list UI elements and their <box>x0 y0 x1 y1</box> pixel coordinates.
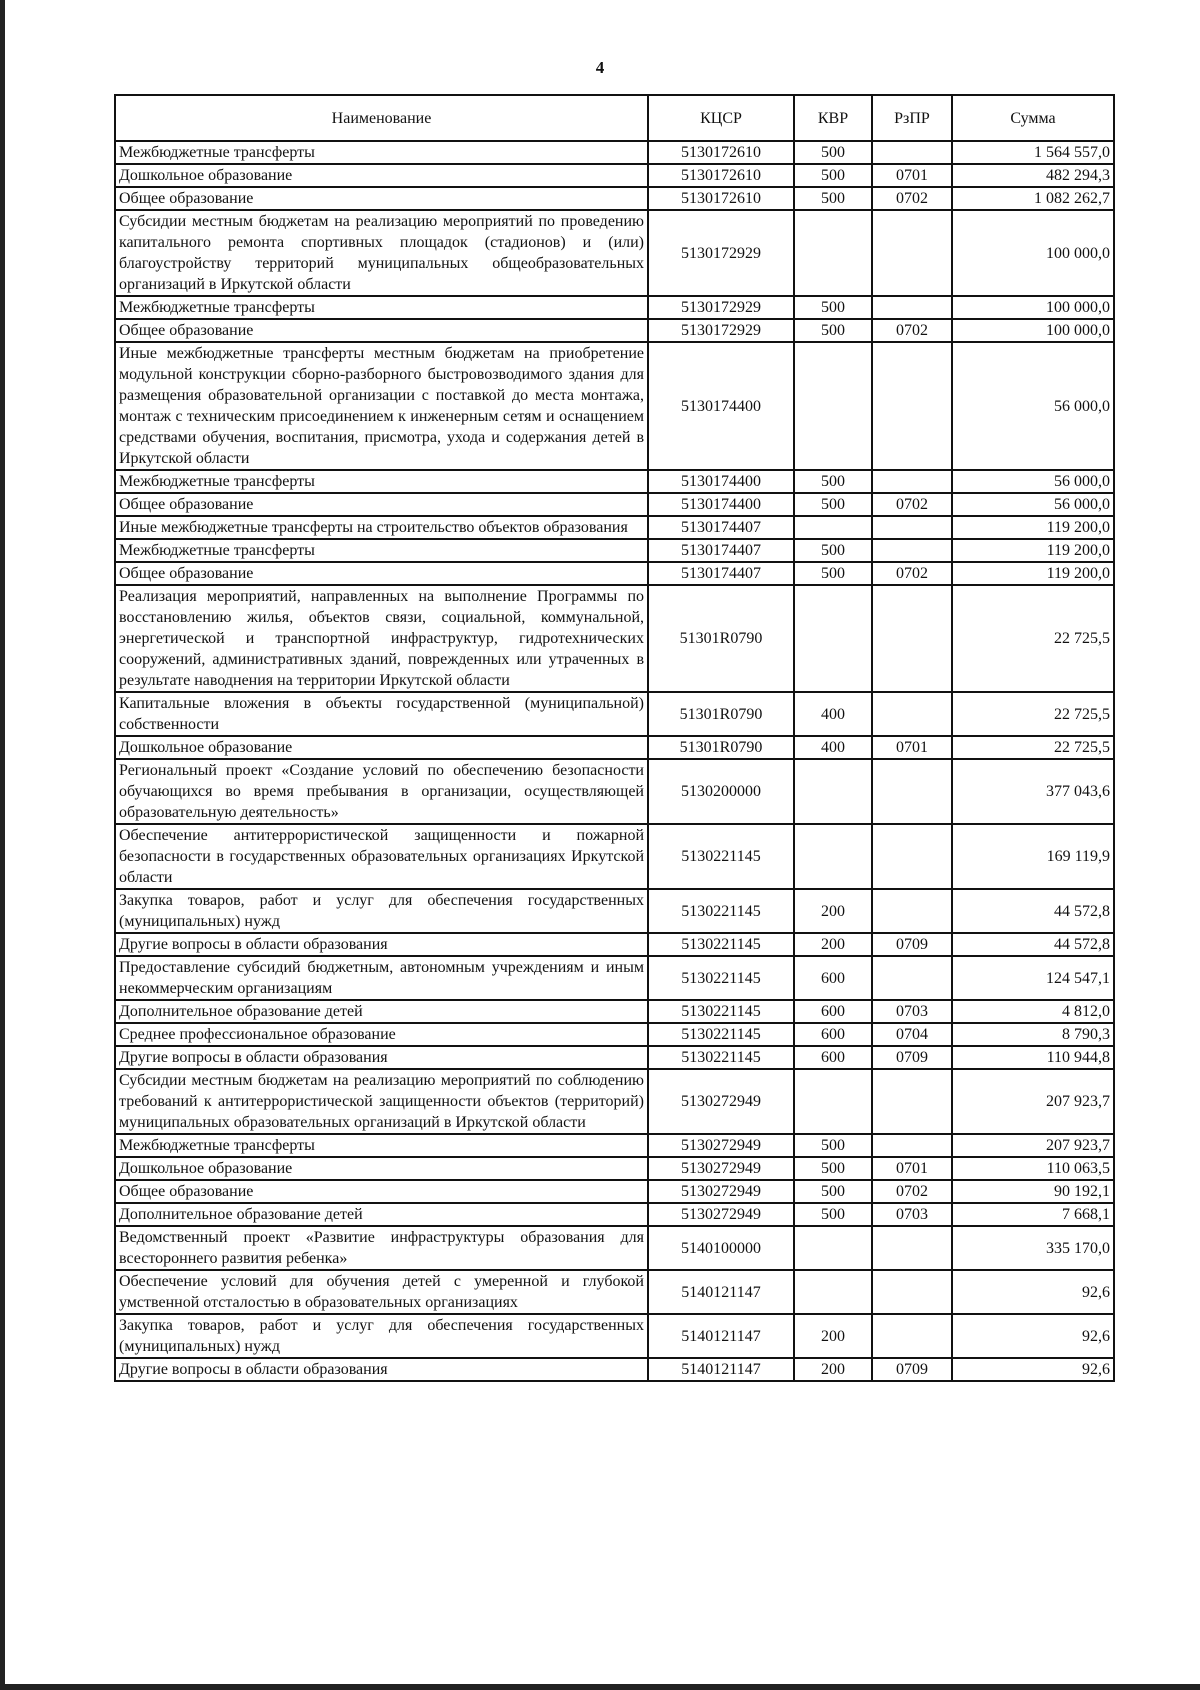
row-kvr: 200 <box>794 889 872 933</box>
row-kcsr: 5130200000 <box>648 759 794 824</box>
row-kcsr: 5130221145 <box>648 824 794 889</box>
row-kcsr: 5140100000 <box>648 1226 794 1270</box>
row-rzpr: 0709 <box>872 1046 952 1069</box>
table-body <box>115 141 1114 1381</box>
row-kvr: 400 <box>794 736 872 759</box>
table-row <box>115 736 1114 759</box>
row-name: Дошкольное образование <box>115 736 648 759</box>
table-row <box>115 585 1114 692</box>
row-name: Среднее профессиональное образование <box>115 1023 648 1046</box>
row-kvr: 500 <box>794 141 872 164</box>
row-rzpr: 0701 <box>872 1157 952 1180</box>
row-sum: 119 200,0 <box>952 539 1114 562</box>
row-name: Другие вопросы в области образования <box>115 933 648 956</box>
row-rzpr: 0703 <box>872 1203 952 1226</box>
table-row <box>115 956 1114 1000</box>
table-row <box>115 1023 1114 1046</box>
row-kcsr: 5140121147 <box>648 1358 794 1381</box>
row-kvr: 500 <box>794 470 872 493</box>
row-rzpr <box>872 824 952 889</box>
row-name: Капитальные вложения в объекты государственной (муниципальной) собственности <box>115 692 648 736</box>
row-kvr: 200 <box>794 1358 872 1381</box>
row-sum: 1 564 557,0 <box>952 141 1114 164</box>
row-kcsr: 5130221145 <box>648 933 794 956</box>
row-rzpr: 0709 <box>872 1358 952 1381</box>
row-rzpr: 0703 <box>872 1000 952 1023</box>
table-row <box>115 1314 1114 1358</box>
table-row <box>115 1046 1114 1069</box>
row-name: Другие вопросы в области образования <box>115 1046 648 1069</box>
row-kcsr: 5140121147 <box>648 1314 794 1358</box>
row-name: Иные межбюджетные трансферты местным бюджетам на приобретение модульной конструкции сборно-разборного быстровозводимого здания для размещения образовательной организации с поставкой до места монтажа, монтаж с техническим присоединением к инженерным сетям и оснащением средствами обучения, воспитания, присмотра, ухода и содержания детей в Иркутской области <box>115 342 648 470</box>
row-kcsr: 5130272949 <box>648 1134 794 1157</box>
row-kvr <box>794 1270 872 1314</box>
table-row <box>115 1157 1114 1180</box>
table-row <box>115 1069 1114 1134</box>
row-sum: 119 200,0 <box>952 562 1114 585</box>
row-sum: 7 668,1 <box>952 1203 1114 1226</box>
row-name: Дошкольное образование <box>115 164 648 187</box>
row-kcsr: 5130272949 <box>648 1157 794 1180</box>
row-rzpr: 0702 <box>872 493 952 516</box>
row-kvr: 500 <box>794 1134 872 1157</box>
row-name: Общее образование <box>115 562 648 585</box>
row-rzpr <box>872 539 952 562</box>
row-rzpr <box>872 956 952 1000</box>
page-number: 4 <box>595 58 605 77</box>
table-row <box>115 692 1114 736</box>
row-kcsr: 5130174400 <box>648 342 794 470</box>
row-kvr: 600 <box>794 1023 872 1046</box>
row-rzpr <box>872 516 952 539</box>
row-kvr: 500 <box>794 1180 872 1203</box>
table-row <box>115 824 1114 889</box>
table-row <box>115 759 1114 824</box>
table-row <box>115 470 1114 493</box>
row-kcsr: 5130172929 <box>648 319 794 342</box>
row-sum: 207 923,7 <box>952 1069 1114 1134</box>
table-row <box>115 539 1114 562</box>
row-kcsr: 5130172610 <box>648 141 794 164</box>
row-sum: 4 812,0 <box>952 1000 1114 1023</box>
row-sum: 1 082 262,7 <box>952 187 1114 210</box>
header-rzpr: РзПР <box>872 95 952 141</box>
row-rzpr: 0702 <box>872 187 952 210</box>
row-name: Иные межбюджетные трансферты на строительство объектов образования <box>115 516 648 539</box>
table-row <box>115 1000 1114 1023</box>
row-name: Дополнительное образование детей <box>115 1203 648 1226</box>
row-name: Субсидии местным бюджетам на реализацию мероприятий по проведению капитального ремонта спортивных площадок (стадионов) и (или) благоустройству территорий муниципальных общеобразовательных организаций в Иркутской области <box>115 210 648 296</box>
row-name: Ведомственный проект «Развитие инфраструктуры образования для всестороннего развития ребенка» <box>115 1226 648 1270</box>
row-rzpr <box>872 296 952 319</box>
row-kcsr: 5130221145 <box>648 889 794 933</box>
row-name: Другие вопросы в области образования <box>115 1358 648 1381</box>
row-kcsr: 5130272949 <box>648 1180 794 1203</box>
row-kvr <box>794 210 872 296</box>
table-row <box>115 1358 1114 1381</box>
row-name: Межбюджетные трансферты <box>115 470 648 493</box>
row-sum: 90 192,1 <box>952 1180 1114 1203</box>
row-rzpr <box>872 1134 952 1157</box>
row-rzpr: 0702 <box>872 562 952 585</box>
row-kcsr: 5130221145 <box>648 956 794 1000</box>
row-rzpr: 0701 <box>872 736 952 759</box>
table-row <box>115 1180 1114 1203</box>
row-rzpr <box>872 342 952 470</box>
row-sum: 22 725,5 <box>952 692 1114 736</box>
row-sum: 8 790,3 <box>952 1023 1114 1046</box>
row-kvr: 500 <box>794 187 872 210</box>
table-row <box>115 164 1114 187</box>
row-rzpr <box>872 1270 952 1314</box>
row-kcsr: 5130172929 <box>648 296 794 319</box>
row-kcsr: 5130172610 <box>648 164 794 187</box>
row-sum: 110 944,8 <box>952 1046 1114 1069</box>
budget-table <box>114 94 1115 1382</box>
row-sum: 335 170,0 <box>952 1226 1114 1270</box>
row-kvr: 500 <box>794 319 872 342</box>
header-kcsr: КЦСР <box>648 95 794 141</box>
row-sum: 22 725,5 <box>952 736 1114 759</box>
row-rzpr <box>872 759 952 824</box>
row-kvr: 500 <box>794 296 872 319</box>
table-header-row <box>115 95 1114 141</box>
row-sum: 44 572,8 <box>952 889 1114 933</box>
row-kvr <box>794 824 872 889</box>
row-name: Общее образование <box>115 187 648 210</box>
row-sum: 110 063,5 <box>952 1157 1114 1180</box>
row-name: Межбюджетные трансферты <box>115 1134 648 1157</box>
row-sum: 100 000,0 <box>952 296 1114 319</box>
row-kcsr: 5130174400 <box>648 470 794 493</box>
row-name: Общее образование <box>115 493 648 516</box>
row-kvr: 500 <box>794 562 872 585</box>
row-kvr: 400 <box>794 692 872 736</box>
row-sum: 92,6 <box>952 1314 1114 1358</box>
row-sum: 92,6 <box>952 1358 1114 1381</box>
table-row <box>115 1270 1114 1314</box>
row-rzpr <box>872 1314 952 1358</box>
row-rzpr: 0704 <box>872 1023 952 1046</box>
row-kcsr: 5130272949 <box>648 1203 794 1226</box>
table-row <box>115 933 1114 956</box>
row-kvr: 500 <box>794 493 872 516</box>
row-sum: 119 200,0 <box>952 516 1114 539</box>
row-name: Реализация мероприятий, направленных на выполнение Программы по восстановлению жилья, объектов связи, социальной, коммунальной, энергетической и транспортной инфраструктур, гидротехнических сооружений, административных зданий, поврежденных или утраченных в результате наводнения на территории Иркутской области <box>115 585 648 692</box>
row-rzpr <box>872 1226 952 1270</box>
row-kcsr: 5130174407 <box>648 516 794 539</box>
row-kcsr: 5130221145 <box>648 1023 794 1046</box>
row-kcsr: 5130221145 <box>648 1000 794 1023</box>
row-kvr: 600 <box>794 1000 872 1023</box>
table-row <box>115 516 1114 539</box>
table-header <box>115 95 1114 141</box>
row-name: Закупка товаров, работ и услуг для обеспечения государственных (муниципальных) нужд <box>115 1314 648 1358</box>
scan-left-edge <box>0 0 5 1690</box>
row-rzpr <box>872 470 952 493</box>
row-sum: 44 572,8 <box>952 933 1114 956</box>
row-kvr: 600 <box>794 1046 872 1069</box>
row-rzpr: 0702 <box>872 1180 952 1203</box>
table-row <box>115 562 1114 585</box>
row-sum: 56 000,0 <box>952 470 1114 493</box>
table-row <box>115 141 1114 164</box>
row-kcsr: 5130172929 <box>648 210 794 296</box>
row-kvr <box>794 759 872 824</box>
row-kcsr: 5140121147 <box>648 1270 794 1314</box>
row-kcsr: 5130221145 <box>648 1046 794 1069</box>
row-kvr <box>794 1226 872 1270</box>
row-sum: 169 119,9 <box>952 824 1114 889</box>
header-sum: Сумма <box>952 95 1114 141</box>
row-name: Предоставление субсидий бюджетным, автономным учреждениям и иным некоммерческим организациям <box>115 956 648 1000</box>
row-rzpr <box>872 1069 952 1134</box>
row-kvr: 500 <box>794 1157 872 1180</box>
table-row <box>115 1134 1114 1157</box>
row-rzpr: 0709 <box>872 933 952 956</box>
row-name: Дошкольное образование <box>115 1157 648 1180</box>
row-kvr: 200 <box>794 1314 872 1358</box>
row-kcsr: 5130272949 <box>648 1069 794 1134</box>
row-kcsr: 5130174407 <box>648 562 794 585</box>
row-sum: 92,6 <box>952 1270 1114 1314</box>
row-kvr <box>794 585 872 692</box>
row-rzpr <box>872 889 952 933</box>
scan-bottom-edge <box>0 1684 1200 1690</box>
table-row <box>115 342 1114 470</box>
table-row <box>115 889 1114 933</box>
row-kvr: 200 <box>794 933 872 956</box>
row-sum: 482 294,3 <box>952 164 1114 187</box>
row-kvr: 500 <box>794 164 872 187</box>
row-kcsr: 5130174407 <box>648 539 794 562</box>
row-sum: 100 000,0 <box>952 319 1114 342</box>
row-name: Дополнительное образование детей <box>115 1000 648 1023</box>
row-sum: 56 000,0 <box>952 342 1114 470</box>
row-kvr: 500 <box>794 1203 872 1226</box>
row-sum: 377 043,6 <box>952 759 1114 824</box>
row-name: Межбюджетные трансферты <box>115 539 648 562</box>
row-kcsr: 51301R0790 <box>648 736 794 759</box>
row-rzpr: 0702 <box>872 319 952 342</box>
row-kcsr: 51301R0790 <box>648 692 794 736</box>
table-row <box>115 210 1114 296</box>
row-name: Межбюджетные трансферты <box>115 296 648 319</box>
row-name: Общее образование <box>115 1180 648 1203</box>
row-name: Обеспечение условий для обучения детей с умеренной и глубокой умственной отсталостью в образовательных организациях <box>115 1270 648 1314</box>
row-name: Региональный проект «Создание условий по обеспечению безопасности обучающихся во время пребывания в организации, осуществляющей образовательную деятельность» <box>115 759 648 824</box>
row-sum: 100 000,0 <box>952 210 1114 296</box>
row-kcsr: 5130174400 <box>648 493 794 516</box>
table-row <box>115 1226 1114 1270</box>
row-rzpr <box>872 585 952 692</box>
table-row <box>115 319 1114 342</box>
table-row <box>115 296 1114 319</box>
row-name: Субсидии местным бюджетам на реализацию мероприятий по соблюдению требований к антитеррористической защищенности объектов (территорий) муниципальных образовательных организаций в Иркутской области <box>115 1069 648 1134</box>
row-rzpr <box>872 210 952 296</box>
row-kvr: 500 <box>794 539 872 562</box>
table-row <box>115 493 1114 516</box>
header-name: Наименование <box>115 95 648 141</box>
row-sum: 124 547,1 <box>952 956 1114 1000</box>
row-kvr <box>794 342 872 470</box>
row-kvr <box>794 1069 872 1134</box>
row-kcsr: 5130172610 <box>648 187 794 210</box>
row-kvr <box>794 516 872 539</box>
row-sum: 207 923,7 <box>952 1134 1114 1157</box>
row-rzpr: 0701 <box>872 164 952 187</box>
row-name: Закупка товаров, работ и услуг для обеспечения государственных (муниципальных) нужд <box>115 889 648 933</box>
row-rzpr <box>872 692 952 736</box>
header-kvr: КВР <box>794 95 872 141</box>
row-kcsr: 51301R0790 <box>648 585 794 692</box>
row-rzpr <box>872 141 952 164</box>
row-sum: 22 725,5 <box>952 585 1114 692</box>
row-sum: 56 000,0 <box>952 493 1114 516</box>
row-name: Обеспечение антитеррористической защищенности и пожарной безопасности в государственных образовательных организациях Иркутской области <box>115 824 648 889</box>
table-row <box>115 187 1114 210</box>
row-name: Общее образование <box>115 319 648 342</box>
row-kvr: 600 <box>794 956 872 1000</box>
table-row <box>115 1203 1114 1226</box>
row-name: Межбюджетные трансферты <box>115 141 648 164</box>
